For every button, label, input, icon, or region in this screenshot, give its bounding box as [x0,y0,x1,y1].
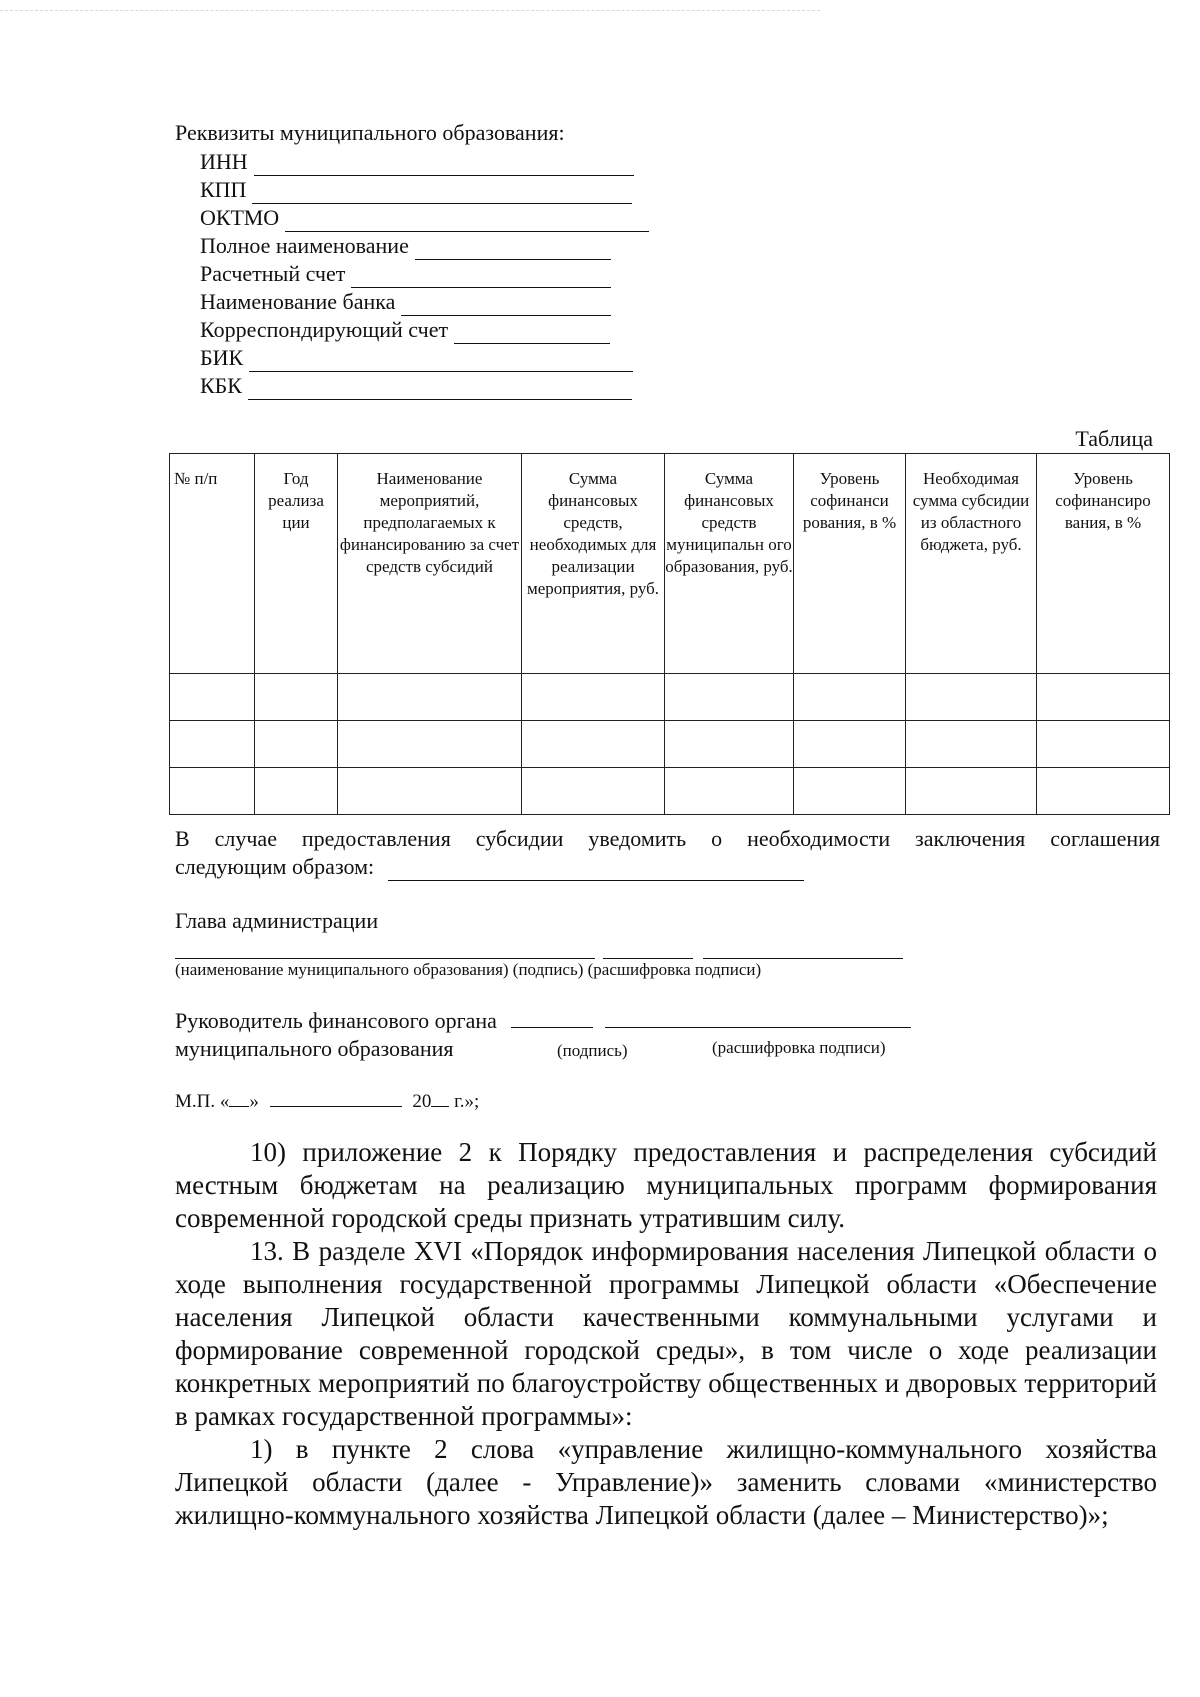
table-cell[interactable] [794,674,906,721]
head-signature-line[interactable] [603,958,693,959]
col-header-activities: Наименование мероприятий, предполагаемых к финансированию за счет средств субсидий [338,454,522,674]
table-cell[interactable] [1037,721,1170,768]
table-row [170,721,1170,768]
head-of-administration-label: Глава администрации [175,908,379,933]
finance-signature-line[interactable] [511,1007,593,1028]
table-cell[interactable] [665,721,794,768]
requisites-title: Реквизиты муниципального образования: [175,120,565,145]
day-blank[interactable] [229,1090,249,1107]
table-cell[interactable] [906,768,1037,815]
requisite-blank[interactable] [252,183,632,204]
requisite-blank[interactable] [254,155,634,176]
requisite-row-full-name [200,232,649,260]
year-suffix: г.»; [454,1091,480,1112]
scan-edge [0,10,820,11]
finance-sign-caption: (подпись) [557,1041,628,1060]
stamp-label: М.П. « [175,1091,230,1112]
table-caption: Таблица [1075,426,1153,451]
requisite-label: ОКТМО [200,205,280,230]
requisite-label: КБК [200,373,242,398]
requisite-label: БИК [200,345,244,370]
requisite-label: ИНН [200,149,248,174]
head-signature-decode-line[interactable] [703,958,903,959]
table-cell[interactable] [170,674,255,721]
table-cell[interactable] [665,674,794,721]
requisite-blank[interactable] [249,351,633,372]
col-header-subsidy-amount: Необходимая сумма субсидии из областного бюджета, руб. [906,454,1037,674]
table-cell[interactable] [522,674,665,721]
table-cell[interactable] [794,721,906,768]
table-row [170,768,1170,815]
head-signature-caption: (наименование муниципального образования) (подпись) (расшифровка подписи) [175,960,762,979]
col-header-total-funds: Сумма финансовых средств, необходимых для реализации мероприятия, руб. [522,454,665,674]
col-header-year: Год реализа ции [255,454,338,674]
requisite-row-bik [200,344,649,372]
table-cell[interactable] [170,768,255,815]
stamp-date-line [175,1090,479,1113]
requisite-blank[interactable] [248,379,632,400]
requisite-row-inn [200,148,649,176]
requisite-blank[interactable] [415,239,611,260]
requisite-row-bank [200,288,649,316]
paragraph: 13. В разделе XVI «Порядок информирования населения Липецкой области о ходе выполнения государственной программы Липецкой области «Обеспечение населения Липецкой области качественными коммунальными услугами и формирование современной городской среды», в том числе о ходе реализации конкретных мероприятий по благоустройству общественных и дворовых территорий в рамках государственной программы»: [175,1236,1157,1431]
notification-label: следующим образом: [175,854,375,879]
table-cell[interactable] [255,768,338,815]
table-cell[interactable] [794,768,906,815]
month-blank[interactable] [270,1090,402,1107]
subsidy-table [169,453,1170,815]
table-cell[interactable] [255,674,338,721]
col-header-cofinancing-level: Уровень софинанси рования, в % [794,454,906,674]
requisite-row-corr-account [200,316,649,344]
table-cell[interactable] [665,768,794,815]
table-cell[interactable] [255,721,338,768]
col-header-cofinancing-level-2: Уровень софинансиро вания, в % [1037,454,1170,674]
requisites-list [200,148,649,400]
col-header-municipal-funds: Сумма финансовых средств муниципальн ого образования, руб. [665,454,794,674]
table-cell[interactable] [906,674,1037,721]
table-cell[interactable] [906,721,1037,768]
requisite-blank[interactable] [401,295,611,316]
requisite-row-kbk [200,372,649,400]
table-cell[interactable] [522,768,665,815]
table-cell[interactable] [1037,674,1170,721]
requisite-label: Корреспондирующий счет [200,317,449,342]
notification-line-1: В случае предоставления субсидии уведомить о необходимости заключения соглашения [175,826,1160,851]
requisite-label: Полное наименование [200,233,409,258]
paragraph: 10) приложение 2 к Порядку предоставления и распределения субсидий местным бюджетам на реализацию муниципальных программ формирования современной городской среды признать утратившим силу. [175,1137,1157,1233]
requisite-row-oktmo [200,204,649,232]
requisite-blank[interactable] [351,267,611,288]
table-cell[interactable] [338,674,522,721]
paragraph: 1) в пункте 2 слова «управление жилищно-коммунального хозяйства Липецкой области (далее - Управление)» заменить словами «министерство жилищно-коммунального хозяйства Липецкой области (далее – Министерство)»; [175,1434,1157,1530]
body-text [175,1136,1157,1532]
finance-head-label-line2: муниципального образования [175,1036,454,1061]
col-header-number: № п/п [170,454,255,674]
table-cell[interactable] [170,721,255,768]
requisite-blank[interactable] [285,211,649,232]
table-header-row [170,454,1170,674]
table-cell[interactable] [338,721,522,768]
finance-decode-caption: (расшифровка подписи) [712,1038,886,1057]
close-quote: » [249,1091,259,1112]
requisite-label: КПП [200,177,247,202]
finance-head-label-line1: Руководитель финансового органа [175,1007,911,1034]
notification-blank[interactable] [388,860,804,881]
notification-line-2 [175,853,1160,881]
requisite-blank[interactable] [454,323,610,344]
municipality-name-line[interactable] [175,958,595,959]
requisite-label: Наименование банка [200,289,396,314]
requisite-label: Расчетный счет [200,261,346,286]
table-cell[interactable] [522,721,665,768]
table-cell[interactable] [1037,768,1170,815]
year-prefix: 20 [412,1091,432,1112]
table-cell[interactable] [338,768,522,815]
year-blank[interactable] [431,1090,449,1107]
requisite-row-account [200,260,649,288]
notification-block [175,825,1160,881]
requisite-row-kpp [200,176,649,204]
table-row [170,674,1170,721]
finance-signature-decode-line[interactable] [605,1007,911,1028]
